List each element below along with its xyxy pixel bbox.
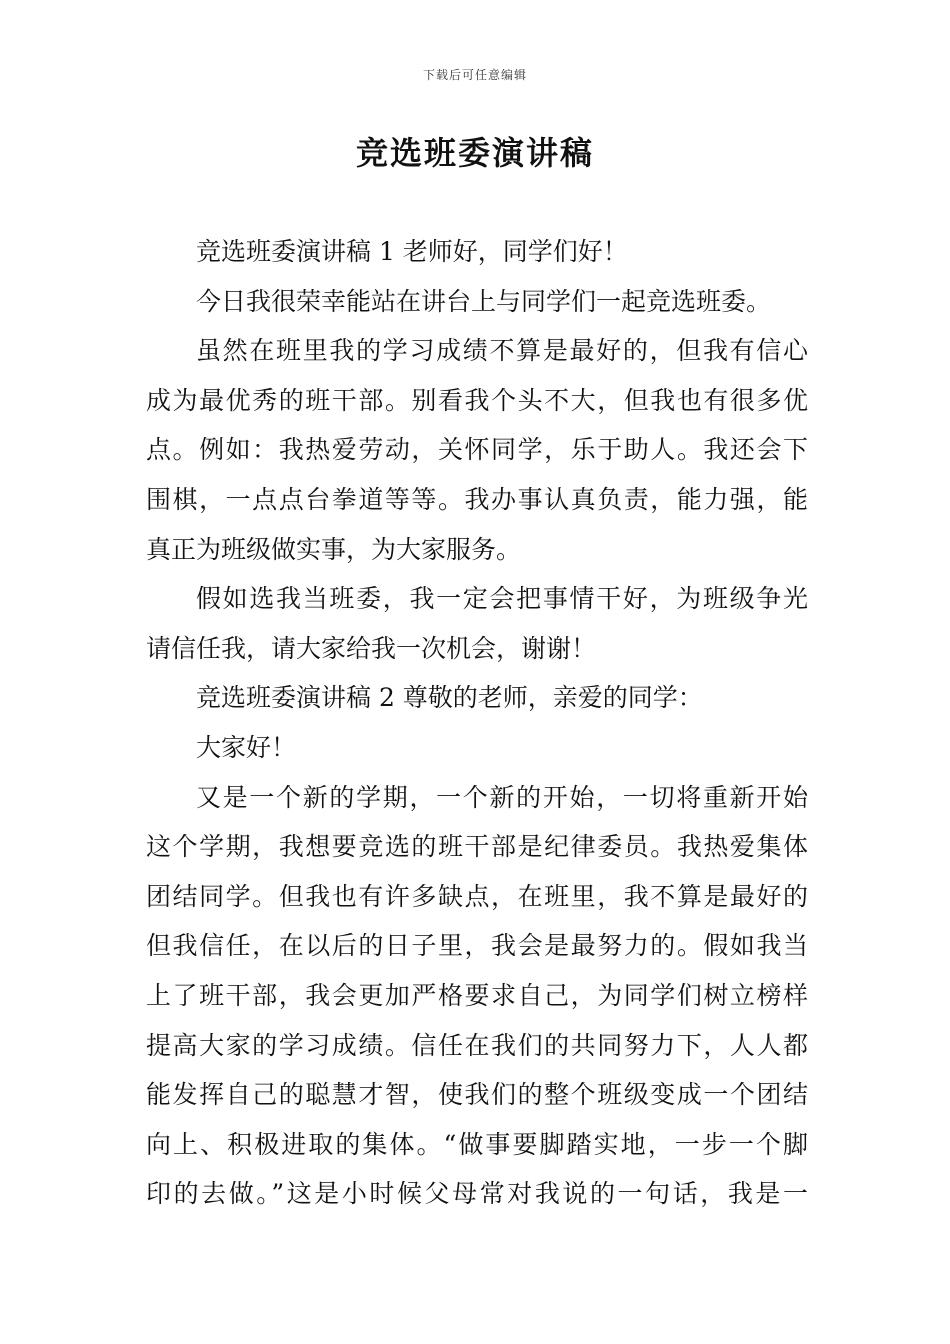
body-line-10: 竞选班委演讲稿 2 尊敬的老师，亲爱的同学： <box>196 683 703 713</box>
page-header-note: 下载后可任意编辑 <box>422 68 527 82</box>
body-line-17: 提高大家的学习成绩。信任在我们的共同努力下，人人都 <box>146 1030 808 1060</box>
document-title: 竞选班委演讲稿 <box>355 134 594 172</box>
body-line-14: 团结同学。但我也有许多缺点，在班里，我不算是最好的 <box>146 881 808 911</box>
document-body <box>146 227 808 1219</box>
body-line-1: 竞选班委演讲稿 1 老师好，同学们好！ <box>196 237 628 266</box>
body-line-3: 虽然在班里我的学习成绩不算是最好的，但我有信心 <box>196 336 808 366</box>
body-line-4: 成为最优秀的班干部。别看我个头不大，但我也有很多优 <box>146 385 808 415</box>
body-line-19: 向上、积极进取的集体。“做事要脚踏实地，一步一个脚 <box>146 1129 808 1159</box>
body-line-5: 点。例如：我热爱劳动，关怀同学，乐于助人。我还会下 <box>146 435 808 465</box>
body-line-6: 围棋，一点点台拳道等等。我办事认真负责，能力强，能 <box>146 484 808 514</box>
body-line-16: 上了班干部，我会更加严格要求自己，为同学们树立榜样 <box>146 980 808 1010</box>
body-line-20: 印的去做。”这是小时候父母常对我说的一句话，我是一 <box>146 1179 808 1209</box>
body-line-15: 但我信任，在以后的日子里，我会是最努力的。假如我当 <box>146 931 808 961</box>
body-line-8: 假如选我当班委，我一定会把事情干好，为班级争光 <box>196 584 808 614</box>
body-line-7: 真正为班级做实事，为大家服务。 <box>146 534 522 564</box>
body-line-2: 今日我很荣幸能站在讲台上与同学们一起竞选班委。 <box>196 286 772 316</box>
body-line-12: 又是一个新的学期，一个新的开始，一切将重新开始 <box>196 782 808 812</box>
body-line-18: 能发挥自己的聪慧才智，使我们的整个班级变成一个团结 <box>146 1080 808 1110</box>
body-line-9: 请信任我，请大家给我一次机会，谢谢！ <box>146 633 597 663</box>
body-line-13: 这个学期，我想要竞选的班干部是纪律委员。我热爱集体 <box>146 832 808 862</box>
body-line-11: 大家好！ <box>196 732 297 762</box>
